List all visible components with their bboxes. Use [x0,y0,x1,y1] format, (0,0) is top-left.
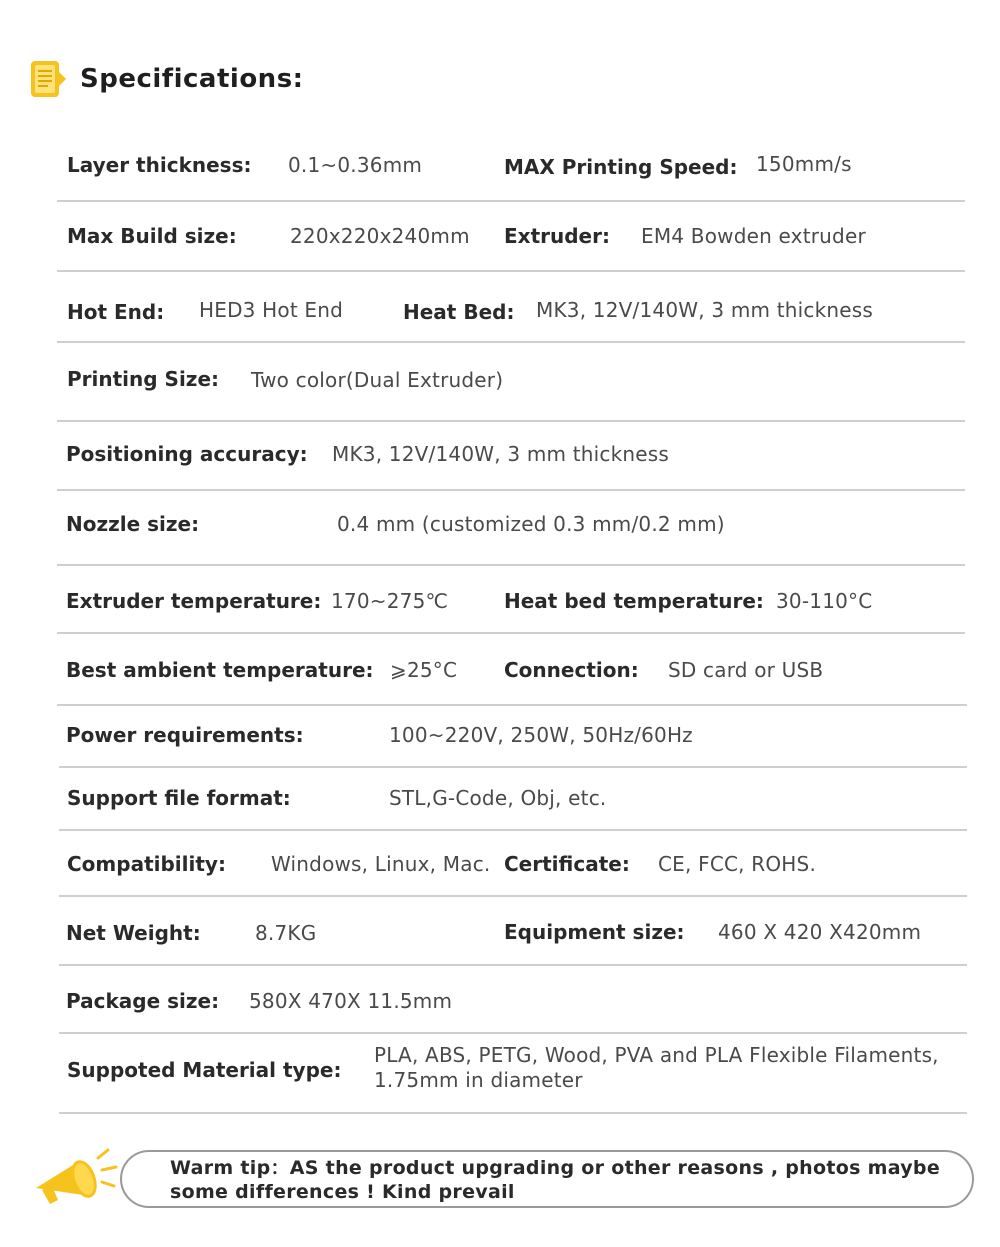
max-printing-speed-value: 150mm/s [756,152,852,176]
heat-bed-value: MK3, 12V/140W, 3 mm thickness [536,298,874,322]
row-divider [59,1032,967,1034]
nozzle-size-value: 0.4 mm (customized 0.3 mm/0.2 mm) [337,512,725,536]
page-title: Specifications: [80,64,304,94]
row-divider [59,766,967,768]
power-requirements-label: Power requirements: [66,723,304,747]
support-file-format-value: STL,G-Code, Obj, etc. [389,786,607,810]
certificate-label: Certificate: [504,852,630,876]
row-divider [59,895,967,897]
equipment-size-value: 460 X 420 X420mm [718,920,922,944]
heat-bed-temperature-value: 30-110°C [776,589,873,613]
row-divider [57,270,965,272]
megaphone-icon [30,1140,120,1210]
row-divider [57,632,965,634]
net-weight-value: 8.7KG [255,921,317,945]
row-divider [57,489,965,491]
best-ambient-temperature-label: Best ambient temperature: [66,658,374,682]
support-file-format-label: Support file format: [67,786,291,810]
power-requirements-value: 100~220V, 250W, 50Hz/60Hz [389,723,693,747]
equipment-size-label: Equipment size: [504,920,685,944]
net-weight-label: Net Weight: [66,921,201,945]
max-build-size-label: Max Build size: [67,224,237,248]
compatibility-value: Windows, Linux, Mac. [271,852,491,876]
positioning-accuracy-value: MK3, 12V/140W, 3 mm thickness [332,442,670,466]
package-size-label: Package size: [66,989,220,1013]
row-divider [59,829,967,831]
compatibility-label: Compatibility: [67,852,226,876]
row-divider [57,704,967,706]
certificate-value: CE, FCC, ROHS. [658,852,816,876]
positioning-accuracy-label: Positioning accuracy: [66,442,308,466]
max-build-size-value: 220x220x240mm [290,224,470,248]
hot-end-value: HED3 Hot End [199,298,344,322]
warm-tip-box [120,1150,974,1208]
row-divider [57,420,965,422]
extruder-temperature-label: Extruder temperature: [66,589,322,613]
connection-label: Connection: [504,658,639,682]
warm-tip-text: Warm tip：AS the product upgrading or other reasons , photos maybe some differences ! Kind prevail [170,1157,941,1203]
row-divider [57,200,965,202]
printing-size-value: Two color(Dual Extruder) [251,368,504,392]
max-printing-speed-label: MAX Printing Speed: [504,155,738,179]
nozzle-size-label: Nozzle size: [66,512,200,536]
hot-end-label: Hot End: [67,300,165,324]
package-size-value: 580X 470X 11.5mm [249,989,453,1013]
printing-size-label: Printing Size: [67,367,220,391]
extruder-label: Extruder: [504,224,610,248]
specifications-header [28,58,304,100]
extruder-temperature-value: 170~275℃ [331,589,449,613]
layer-thickness-label: Layer thickness: [67,153,252,177]
connection-value: SD card or USB [668,658,824,682]
row-divider [57,341,965,343]
heat-bed-label: Heat Bed: [403,300,515,324]
best-ambient-temperature-value: ⩾25°C [390,658,458,682]
row-divider [59,1112,967,1114]
supported-material-type-label: Suppoted Material type: [67,1058,342,1082]
extruder-value: EM4 Bowden extruder [641,224,866,248]
document-icon [28,58,68,100]
warm-tip [30,1140,980,1212]
supported-material-type-value: PLA, ABS, PETG, Wood, PVA and PLA Flexible Filaments, 1.75mm in diameter [374,1043,939,1092]
layer-thickness-value: 0.1~0.36mm [288,153,423,177]
row-divider [59,964,967,966]
heat-bed-temperature-label: Heat bed temperature: [504,589,764,613]
row-divider [57,564,965,566]
